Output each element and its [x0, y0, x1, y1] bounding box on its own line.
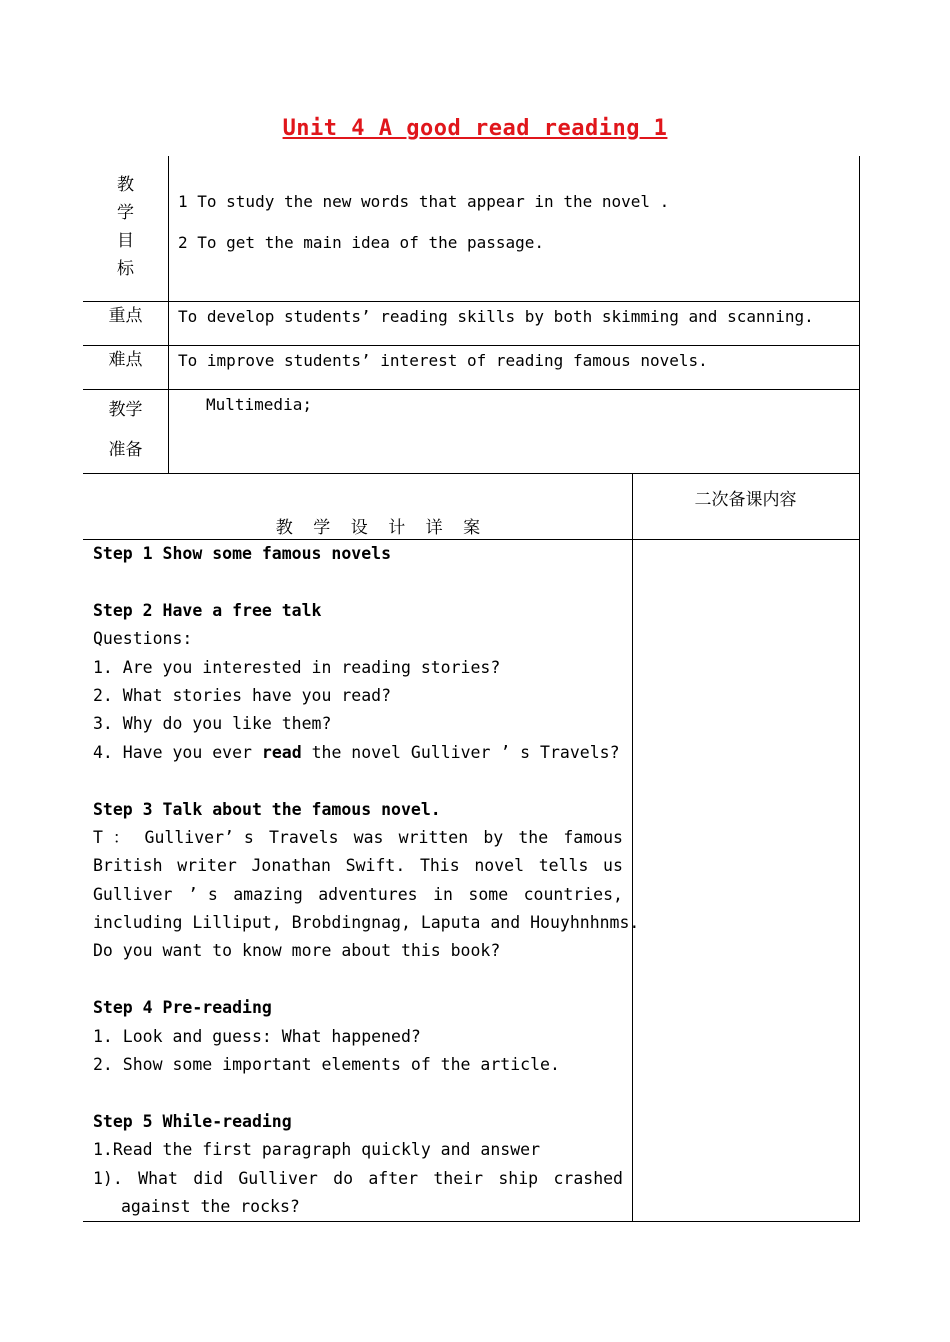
word: What: [138, 1168, 178, 1188]
paragraph-line: Do you want to know more about this book?: [93, 941, 501, 961]
lesson-plan-table: [83, 156, 860, 1222]
word: writer: [177, 856, 237, 876]
key-point-text: To develop students’ reading skills by both skimming and scanning.: [178, 307, 814, 326]
list-item: 1.Read the first paragraph quickly and answer: [93, 1140, 541, 1160]
step-heading: Step 2 Have a free talk: [93, 600, 322, 620]
word: some: [468, 884, 509, 904]
key-point-label: 重点: [108, 306, 143, 326]
difficulty-text: To improve students’ interest of reading famous novels.: [178, 351, 708, 370]
row-divider: [83, 301, 859, 302]
list-item: 2. Show some important elements of the article.: [93, 1055, 560, 1075]
word: did: [193, 1168, 224, 1188]
questions-label: Questions:: [93, 629, 193, 649]
word: the: [518, 827, 549, 847]
step-heading: Step 4 Pre-reading: [93, 998, 272, 1018]
objective-item: 1 To study the new words that appear in the novel .: [178, 192, 670, 211]
question: 2. What stories have you read?: [93, 685, 392, 705]
preparation-text: Multimedia;: [206, 395, 312, 414]
word: T ：: [93, 827, 130, 847]
row-divider: [83, 389, 859, 390]
word: Swift.: [345, 856, 406, 876]
word: famous: [563, 827, 623, 847]
word: 1).: [93, 1168, 123, 1188]
difficulty-label: 难点: [108, 350, 143, 370]
word: Jonathan: [251, 856, 331, 876]
design-header: 教 学 设 计 详 案: [275, 518, 481, 538]
word: novel: [474, 856, 525, 876]
word: their: [433, 1168, 484, 1188]
word: British: [93, 856, 163, 876]
word: in: [433, 884, 453, 904]
word: written: [398, 827, 469, 847]
word: Gulliver: [238, 1168, 318, 1188]
word: after: [368, 1168, 419, 1188]
word: Gulliver: [93, 884, 173, 904]
paragraph-line: including Lilliput, Brobdingnag, Laputa and Houyhnhnms.: [93, 913, 640, 933]
word: ’ s: [187, 884, 218, 904]
second-prep-header: 二次备课内容: [694, 490, 797, 510]
question-line: against the rocks?: [121, 1196, 300, 1216]
word: tells: [538, 856, 589, 876]
preparation-label: 教学 准备: [108, 400, 143, 460]
question-line: [93, 1165, 623, 1193]
word: ship: [498, 1168, 539, 1188]
word: adventures: [318, 884, 418, 904]
paragraph-line: [93, 852, 623, 880]
word: amazing: [233, 884, 303, 904]
word: countries,: [523, 884, 623, 904]
step-heading: Step 3 Talk about the famous novel.: [93, 799, 441, 819]
step-heading: Step 1 Show some famous novels: [93, 544, 392, 563]
paragraph-line: [93, 824, 623, 852]
word: was: [353, 827, 384, 847]
lesson-steps: [93, 540, 640, 1221]
question: 4. Have you ever read the novel Gulliver ’ s Travels?: [93, 742, 620, 762]
word: do: [333, 1168, 354, 1188]
row-divider: [83, 345, 859, 346]
question: 1. Are you interested in reading stories?: [93, 657, 501, 677]
notes-column-divider: [632, 473, 633, 1222]
paragraph-line: [93, 881, 623, 909]
row-divider: [83, 473, 859, 474]
page-title: Unit 4 A good read reading 1: [282, 116, 668, 141]
question: 3. Why do you like them?: [93, 714, 332, 734]
word: us: [603, 856, 623, 876]
list-item: 1. Look and guess: What happened?: [93, 1026, 421, 1046]
word: This: [419, 856, 460, 876]
objectives-label: 教 学 目 标: [117, 175, 134, 279]
word: Gulliver’ s: [144, 827, 254, 847]
step-heading: Step 5 While-reading: [93, 1111, 292, 1131]
objective-item: 2 To get the main idea of the passage.: [178, 233, 545, 252]
word: crashed: [553, 1168, 623, 1188]
label-column-divider: [168, 156, 169, 473]
word: Travels: [268, 827, 339, 847]
word: by: [483, 827, 504, 847]
